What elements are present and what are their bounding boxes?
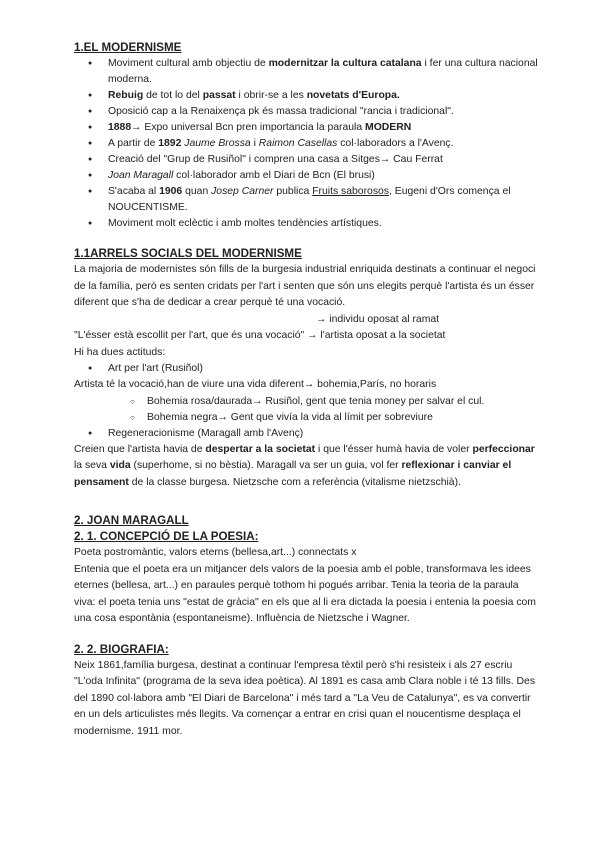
list-item: ● Regeneracionisme (Maragall amb l'Avenç): [74, 426, 538, 442]
list-item: ● 1888→ Expo universal Bcn pren importancia la paraula MODERN: [74, 120, 538, 136]
attitudes-list-1: [74, 361, 538, 377]
list-item: ● A partir de 1892 Jaume Brossa i Raimon Casellas col·laboradors a l'Avenç.: [74, 136, 538, 152]
list-item: ● Oposició cap a la Renaixença pk és massa tradicional "rancia i tradicional".: [74, 104, 538, 120]
list-item: ● Art per l'art (Rusiñol): [74, 361, 538, 377]
attitudes-intro: Hi ha dues actituds:: [74, 346, 166, 358]
poesia-line: Poeta postromàntic, valors eterns (bellesa,art...) connectats x: [74, 547, 357, 558]
attitudes-list-2: [74, 426, 538, 442]
modernisme-list: [74, 56, 538, 232]
list-item: ● Rebuig de tot lo del passat i obrir-se a les novetats d'Europa.: [74, 88, 538, 104]
list-item: ● Moviment molt eclèctic i amb moltes tendències artístiques.: [74, 216, 538, 232]
regeneracionisme-paragraph: Creien que l'artista havia de despertar a la societat i que l'ésser humà havia de voler perfeccionar la seva vida (superhome, si no bèstia). Maragall va ser un guia, vol fer reflexionar i canviar el pensament de la classe burgesa. Nietzsche com a referència (vitalisme nietzschià).: [74, 443, 535, 488]
list-item: ○ Bohemia negra→ Gent que vivía la vida al límit per sobreviure: [74, 410, 538, 426]
arrels-arrow-line: → individu oposat al ramat: [316, 313, 440, 325]
heading-poesia: 2. 1. CONCEPCIÓ DE LA POESIA:: [74, 530, 259, 543]
heading-arrels: 1.1ARRELS SOCIALS DEL MODERNISME: [74, 247, 302, 260]
poesia-paragraph: Entenia que el poeta era un mitjancer dels valors de la poesia amb el poble, transformava les idees eternes (bellesa, art...) en paraules perquè tothom hi pogués arribar. Tenia la teoria de la paraula viva: el poeta tenia uns "estat de gràcia" en els que al li era dictada la poesia i entenia la poesia com una cosa espontània (espontaneisme). Influència de Nietzsche i Wagner.: [74, 563, 536, 624]
list-item: ● Moviment cultural amb objectiu de modernitzar la cultura catalana i fer una cultura nacional moderna.: [74, 56, 538, 88]
arrels-paragraph: La majoria de modernistes són fills de la burgesia industrial enriquida destinats a continuar el negoci de la família, però es senten cridats per l'art i senten que són uns elegits perquè l'artista és un ésser diferent que s'ha de dedicar a crear perquè té una vocació.: [74, 264, 536, 308]
bohemia-list: [74, 394, 538, 426]
list-item: ● S'acaba al 1906 quan Josep Carner publica Fruits saborosos, Eugeni d'Ors comença el NOUCENTISME.: [74, 184, 538, 216]
heading-modernisme: 1.EL MODERNISME: [74, 41, 182, 54]
list-item: ● Joan Maragall col·laborador amb el Diari de Bcn (El brusi): [74, 168, 538, 184]
biografia-paragraph: Neix 1861,família burgesa, destinat a continuar l'empresa tèxtil però s'hi resisteix i als 27 escriu "L'oda Infinita" (programa de la seva idea poètica). Al 1891 es casa amb Clara noble i té 13 fills. Des del 1890 col·labora amb "El Diari de Barcelona" i més tard a "La Veu de Catalunya", es va convertir en un dels articulistes més llegits. Va començar a entrar en crisi quan el noucentisme desplaça el modernisme. 1911 mor.: [74, 659, 536, 737]
list-item: ● Creació del "Grup de Rusiñol" i compren una casa a Sitges→ Cau Ferrat: [74, 152, 538, 168]
heading-maragall: 2. JOAN MARAGALL: [74, 514, 189, 527]
artist-line: Artista té la vocació,han de viure una vida diferent→ bohemia,París, no horaris: [74, 379, 437, 390]
arrels-quote: "L'ésser està escollit per l'art, que és una vocació" → l'artista oposat a la societat: [74, 330, 446, 341]
list-item: ○ Bohemia rosa/daurada→ Rusiñol, gent que tenia money per salvar el cul.: [74, 394, 538, 410]
heading-biografia: 2. 2. BIOGRAFIA:: [74, 642, 169, 656]
